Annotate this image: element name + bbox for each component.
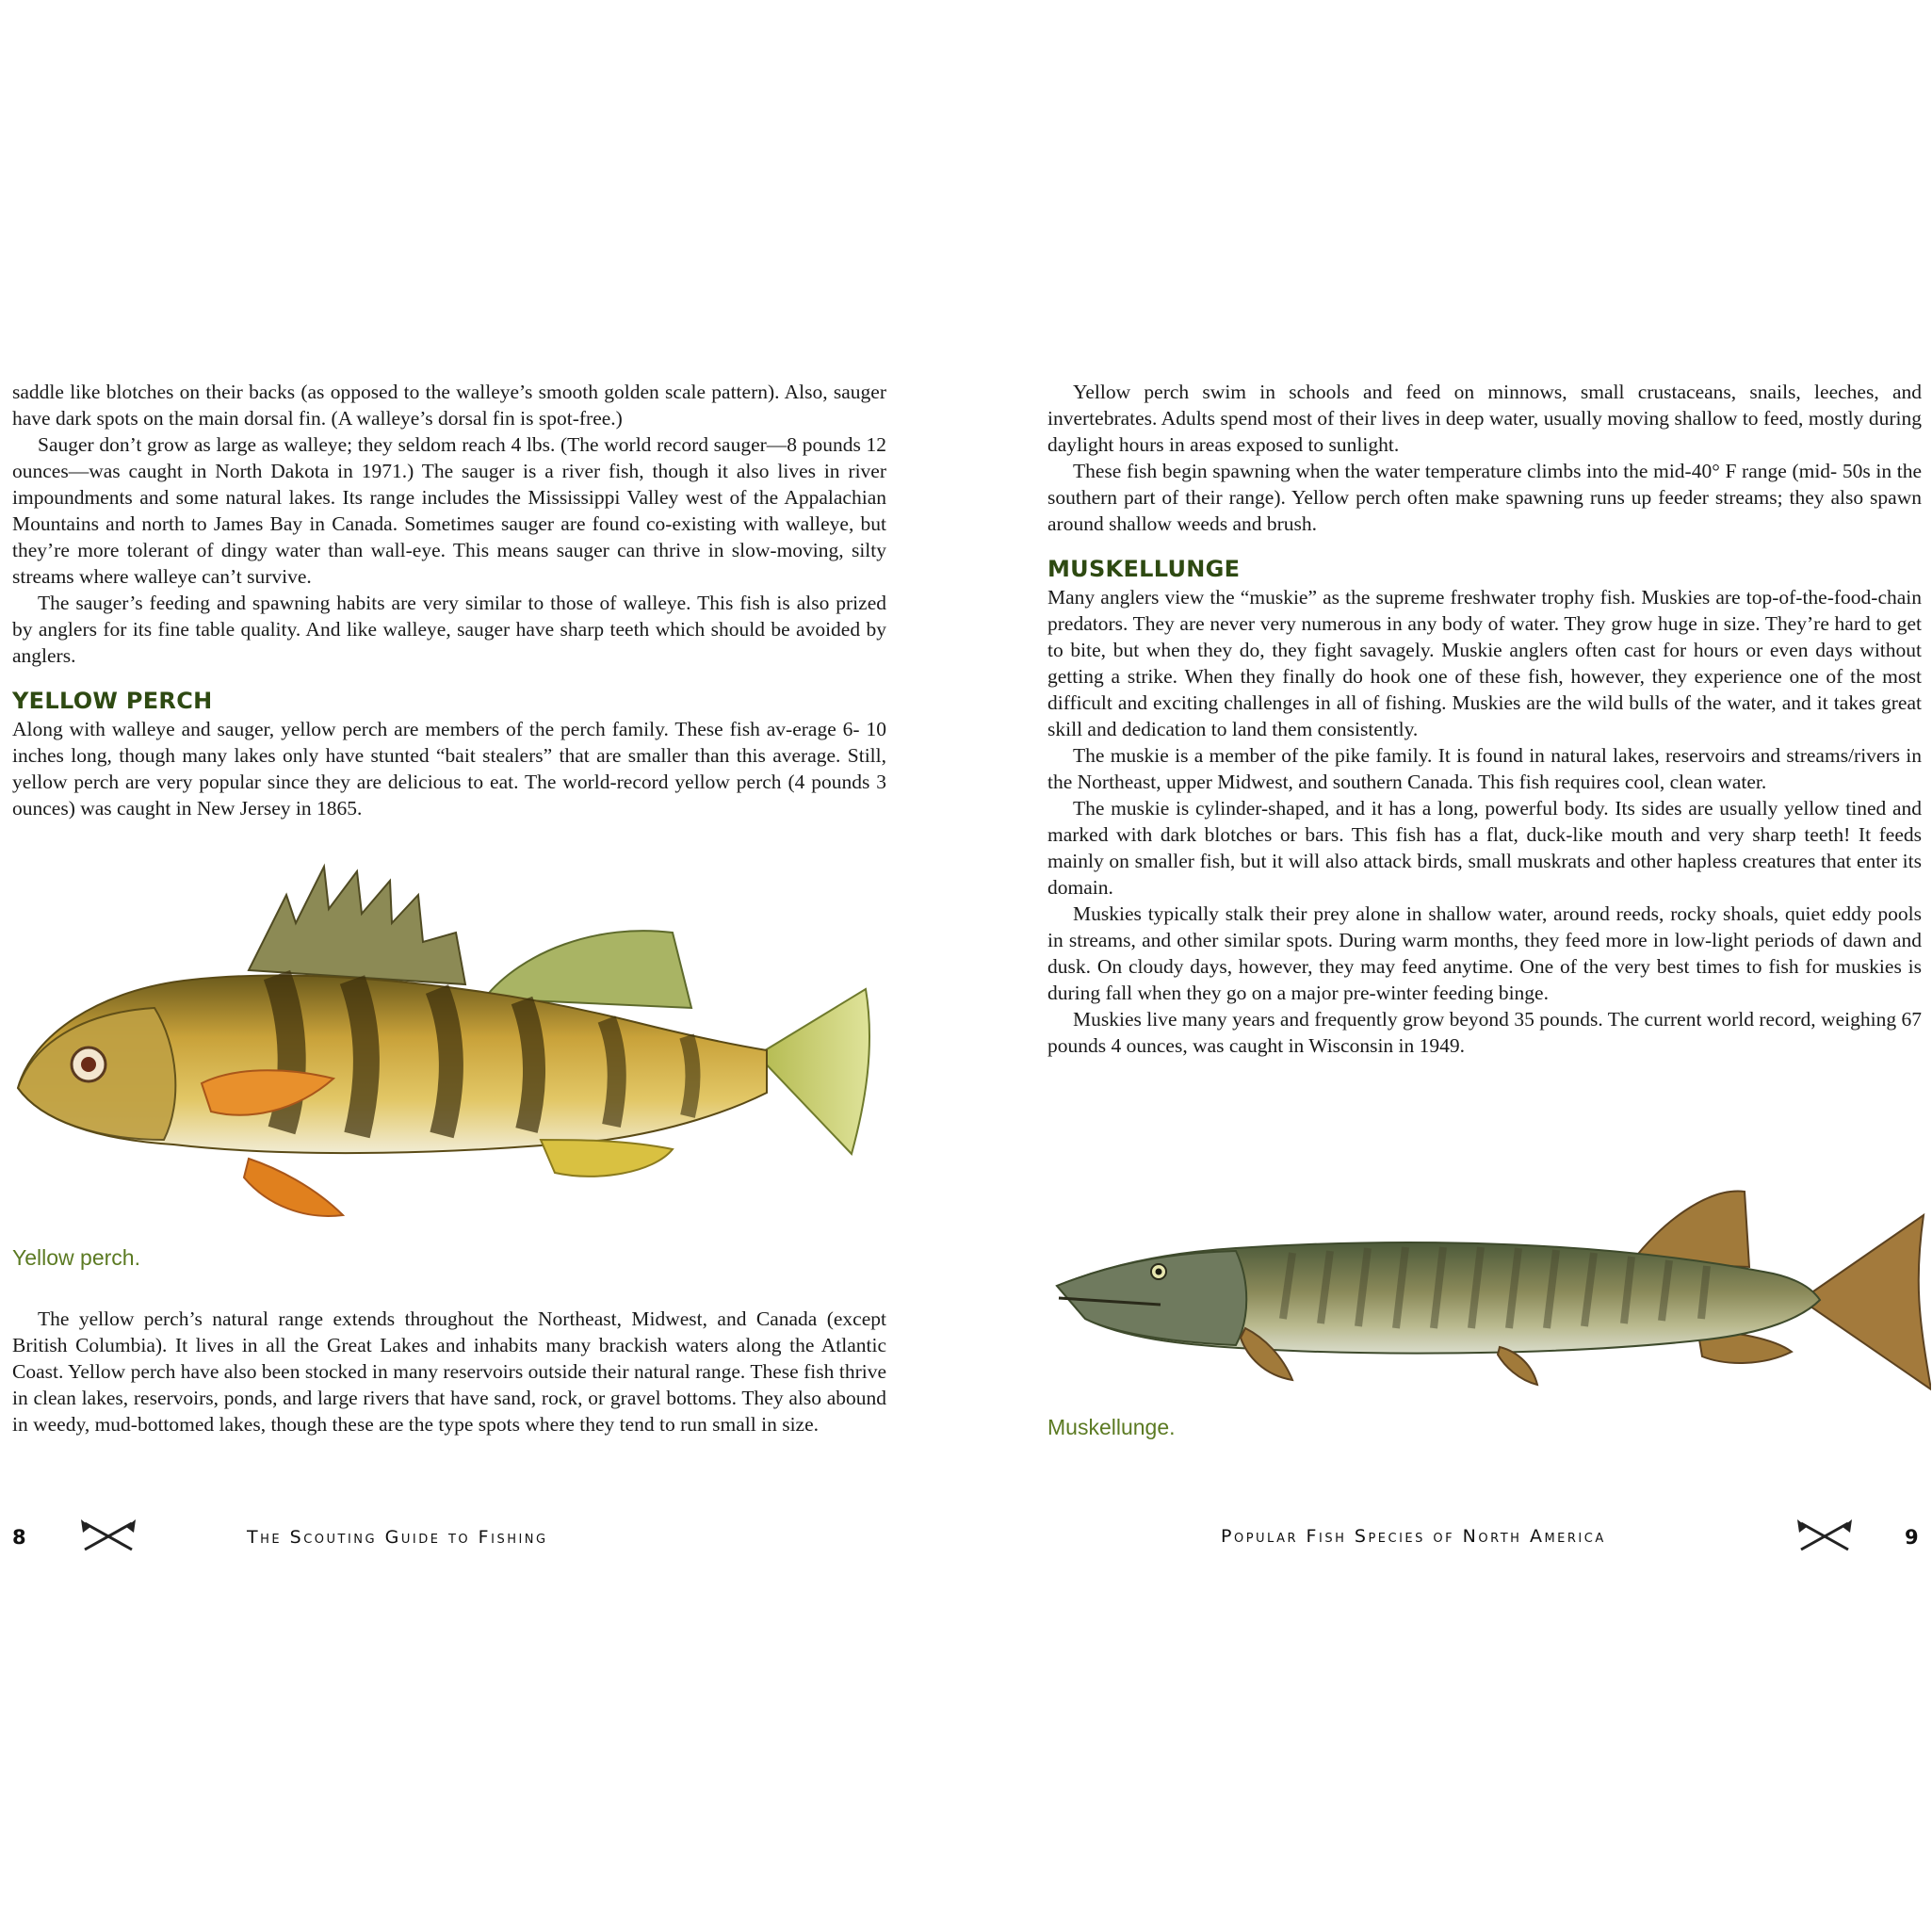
paragraph: Many anglers view the “muskie” as the supreme freshwater trophy fish. Muskies are top-of-the-food-chain predators. They are never very numerous in any body of water. They grow huge in size. They’re hard to get to bite, but when they do, they fight savagely. Muskie anglers often cast for hours or even days without getting a strike. When they finally do hook one of these fish, however, they experience one of the most difficult and exciting challenges in all of fishing. Muskies are the wild bulls of the water, and it takes great skill and dedication to land them consistently. xyxy=(1047,586,1922,740)
running-title: The Scouting Guide to Fishing xyxy=(247,1527,548,1548)
section-heading-yellow-perch: YELLOW PERCH xyxy=(12,688,213,714)
page-number: 9 xyxy=(1905,1526,1919,1549)
running-title: Popular Fish Species of North America xyxy=(1221,1526,1606,1547)
paragraph: The sauger’s feeding and spawning habits are very similar to those of walleye. This fish is also prized by anglers for its fine table quality. And like walleye, sauger have sharp teeth which should be avoided by anglers. xyxy=(12,592,886,667)
paragraph: Muskies typically stalk their prey alone in shallow water, around reeds, rocky shoals, quiet eddy pools in streams, and other similar spots. During warm months, they feed more in low-light periods of dawn and dusk. On cloudy days, however, they may feed anytime. One of the very best times to fish for muskies is during fall when they go on a major pre-winter feeding binge. xyxy=(1047,902,1922,1004)
crossed-axes-icon xyxy=(79,1519,138,1553)
paragraph: saddle like blotches on their backs (as opposed to the walleye’s smooth golden scale pattern). Also, sauger have dark spots on the main dorsal fin. (A walleye’s dorsal fin is spot-free.) xyxy=(12,381,886,430)
paragraph: The yellow perch’s natural range extends throughout the Northeast, Midwest, and Canada (except British Columbia). It lives in all the Great Lakes and inhabits many brackish waters along the Atlantic Coast. Yellow perch have also been stocked in many reservoirs outside their natural range. These fish thrive in clean lakes, reservoirs, ponds, and large rivers that have sand, rock, or gravel bottoms. They also abound in weedy, mud-bottomed lakes, though these are the type spots where they tend to run small in size. xyxy=(12,1307,886,1436)
crossed-axes-icon xyxy=(1795,1519,1854,1553)
paragraph: Muskies live many years and frequently grow beyond 35 pounds. The current world record, weighing 67 pounds 4 ounces, was caught in Wisconsin in 1949. xyxy=(1047,1008,1922,1057)
paragraph: Yellow perch swim in schools and feed on minnows, small crustaceans, snails, leeches, and invertebrates. Adults spend most of their lives in deep water, usually moving shallow to feed, mostly during daylight hours in areas exposed to sunlight. xyxy=(1047,381,1922,456)
paragraph: The muskie is cylinder-shaped, and it has a long, powerful body. Its sides are usually yellow tined and marked with dark blotches or bars. This fish has a flat, duck-like mouth and very sharp teeth! It feeds mainly on smaller fish, but it will also attack birds, small muskrats and other hapless creatures that enter its domain. xyxy=(1047,797,1922,899)
paragraph: Sauger don’t grow as large as walleye; they seldom reach 4 lbs. (The world record sauger—8 pounds 12 ounces—was caught in North Dakota in 1971.) The sauger is a river fish, though it also lives in river impoundments and some natural lakes. Its range includes the Mississippi Valley west of the Appalachian Mountains and north to James Bay in Canada. Sometimes sauger are found co-existing with walleye, but they’re more tolerant of dingy water than wall-eye. This means sauger can thrive in slow-moving, silty streams where walleye can’t survive. xyxy=(12,433,886,588)
paragraph: Along with walleye and sauger, yellow perch are members of the perch family. These fish av-erage 6- 10 inches long, though many lakes only have stunted “bait stealers” that are smaller than this average. Still, yellow perch are very popular since they are delicious to eat. The world-record yellow perch (4 pounds 3 ounces) was caught in New Jersey in 1865. xyxy=(12,718,886,820)
paragraph: These fish begin spawning when the water temperature climbs into the mid-40° F range (mid- 50s in the southern part of their range). Yellow perch often make spawning runs up feeder streams; they also spawn around shallow weeds and brush. xyxy=(1047,460,1922,535)
yellow-perch-illustration xyxy=(13,857,889,1234)
figure-caption: Yellow perch. xyxy=(12,1245,140,1270)
left-text-top xyxy=(12,379,886,821)
left-text-bottom xyxy=(12,1306,886,1437)
section-heading-muskellunge: MUSKELLUNGE xyxy=(1047,556,1241,582)
page-number: 8 xyxy=(12,1526,26,1549)
figure-caption: Muskellunge. xyxy=(1047,1415,1176,1439)
right-text-top xyxy=(1047,379,1922,1059)
paragraph: The muskie is a member of the pike family. It is found in natural lakes, reservoirs and streams/rivers in the Northeast, upper Midwest, and southern Canada. This fish requires cool, clean water. xyxy=(1047,744,1922,793)
muskellunge-illustration xyxy=(1047,1177,1931,1413)
